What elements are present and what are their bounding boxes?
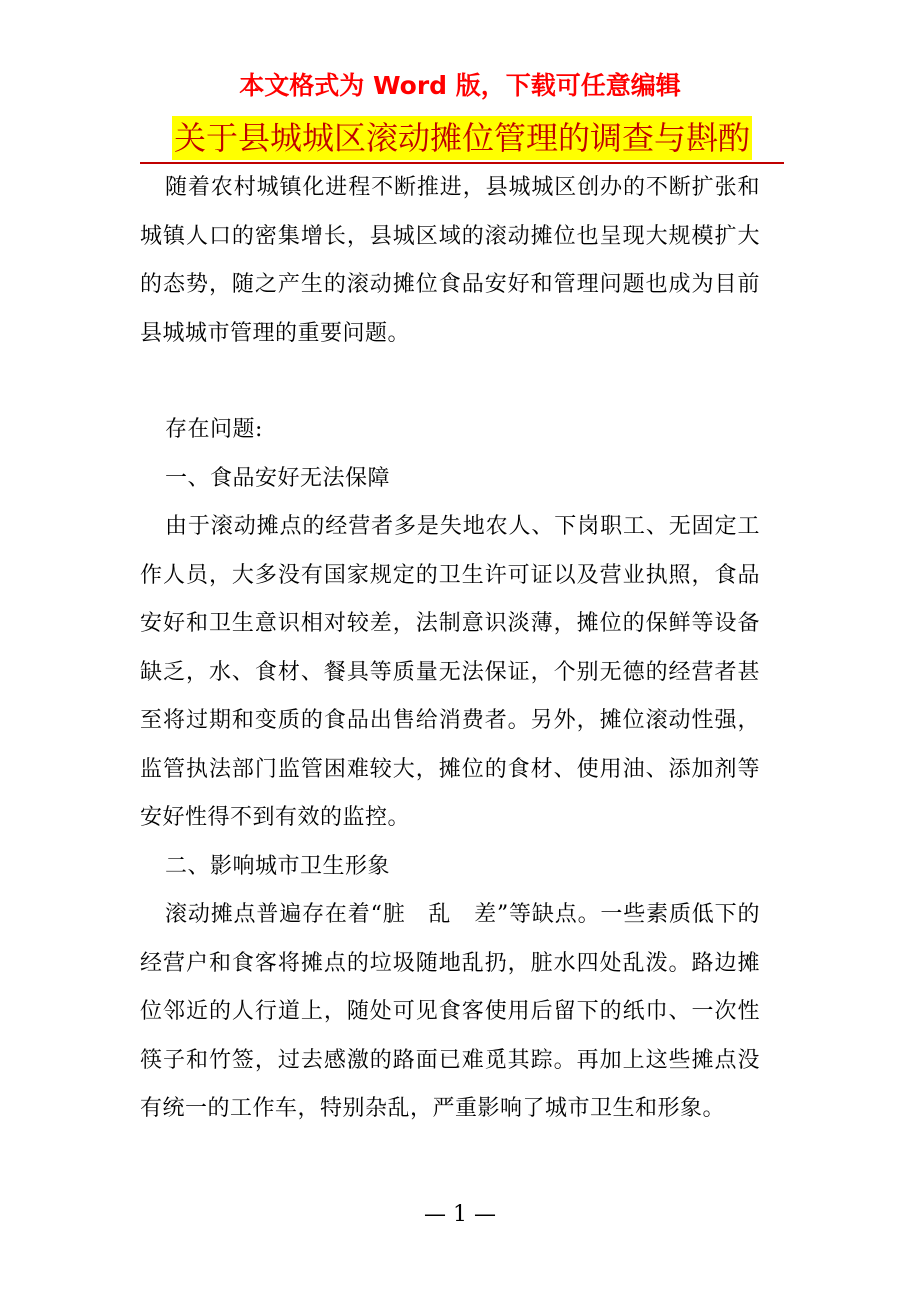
document-body [140,164,760,1134]
title-block [140,114,784,164]
problems-heading: 存在问题: [165,417,263,442]
blank-line [140,358,760,406]
section1-paragraph: 由于滚动摊点的经营者多是失地农人、下岗职工、无固定工作人员，大多没有国家规定的卫生许可证以及营业执照，食品安好和卫生意识相对较差，法制意识淡薄，摊位的保鲜等设备缺乏，水、食材、餐具等质量无法保证，个别无德的经营者甚至将过期和变质的食品出售给消费者。另外，摊位滚动性强，监管执法部门监管困难较大，摊位的食材、使用油、添加剂等安好性得不到有效的监控。 [140,514,760,830]
section2-heading: 二、影响城市卫生形象 [165,853,391,879]
page-number: — 1 — [424,1202,496,1227]
page-title: 关于县城城区滚动摊位管理的调查与斟酌 [172,116,752,160]
section2-paragraph: 滚动摊点普遍存在着“脏 乱 差”等缺点。一些素质低下的经营户和食客将摊点的垃圾随地乱扔，脏水四处乱泼。路边摊位邻近的人行道上，随处可见食客使用后留下的纸巾、一次性筷子和竹签，过去感激的路面已难觅其踪。再加上这些摊点没有统一的工作车，特别杂乱，严重影响了城市卫生和形象。 [140,902,760,1121]
intro-paragraph: 随着农村城镇化进程不断推进，县城城区创办的不断扩张和城镇人口的密集增长，县城区域的滚动摊位也呈现大规模扩大的态势，随之产生的滚动摊位食品安好和管理问题也成为目前县城城市管理的重要问题。 [140,175,760,346]
download-banner: 本文格式为 Word 版，下载可任意编辑 [239,71,681,100]
section1-heading: 一、食品安好无法保障 [165,465,391,491]
